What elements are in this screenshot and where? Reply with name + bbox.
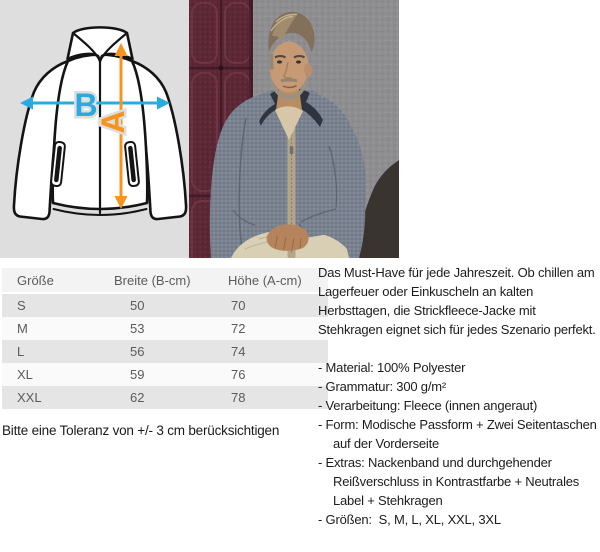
col-header-hoehe: Höhe (A-cm) (227, 268, 328, 293)
hoehe-cell: 70 (231, 298, 246, 313)
breite-cell: 56 (130, 344, 145, 359)
hoehe-cell: 74 (231, 344, 246, 359)
top-whitespace (399, 0, 600, 258)
table-row-l (2, 340, 328, 363)
detail-item-groessen: - Größen: S, M, L, XL, XXL, 3XL (318, 512, 501, 527)
table-row-m (2, 317, 328, 340)
size-table-header-row (2, 268, 328, 293)
hoehe-cell: 76 (231, 367, 246, 382)
size-cell: XL (17, 367, 33, 382)
size-table (2, 268, 328, 409)
detail-item-verarbeitung: - Verarbeitung: Fleece (innen angeraut) (318, 398, 538, 413)
table-row-xxl (2, 386, 328, 409)
size-cell: L (17, 344, 25, 359)
detail-item-form: - Form: Modische Passform + Zwei Seitentaschen auf der Vorderseite (318, 417, 600, 451)
size-diagram-illustration (0, 0, 189, 258)
image-band (0, 0, 600, 258)
details-band (2, 265, 600, 529)
product-details-list (318, 358, 600, 529)
hoehe-cell: 78 (231, 390, 246, 405)
hoehe-cell: 72 (231, 321, 246, 336)
col-header-breite: Breite (B-cm) (113, 268, 227, 293)
height-label: A (95, 110, 131, 134)
size-cell: S (17, 298, 26, 313)
product-photo (189, 0, 399, 258)
detail-item-grammatur: - Grammatur: 300 g/m² (318, 379, 446, 394)
product-description-section (318, 263, 600, 529)
product-photo-panel (189, 0, 399, 258)
size-diagram-panel (0, 0, 189, 258)
table-row-s (2, 293, 328, 317)
detail-item-extras: - Extras: Nackenband und durchgehender Reißverschluss in Kontrastfarbe + Neutrales Label + Stehkragen (318, 455, 583, 508)
breite-cell: 62 (130, 390, 145, 405)
breite-cell: 50 (130, 298, 145, 313)
product-description-intro: Das Must-Have für jede Jahreszeit. Ob chillen am Lagerfeuer oder Einkuscheln an kalten Herbsttagen, die Strickfleece-Jacke mit Stehkragen eignet sich für jedes Szenario perfekt. (318, 265, 596, 337)
breite-cell: 59 (130, 367, 145, 382)
size-cell: M (17, 321, 28, 336)
table-row-xl (2, 363, 328, 386)
width-label: B (74, 87, 98, 123)
tolerance-note: Bitte eine Toleranz von +/- 3 cm berücksichtigen (2, 423, 280, 438)
breite-cell: 53 (130, 321, 145, 336)
size-cell: XXL (17, 390, 42, 405)
size-chart-section (2, 268, 308, 529)
col-header-groesse: Größe (2, 268, 113, 293)
detail-item-material: - Material: 100% Polyester (318, 360, 466, 375)
